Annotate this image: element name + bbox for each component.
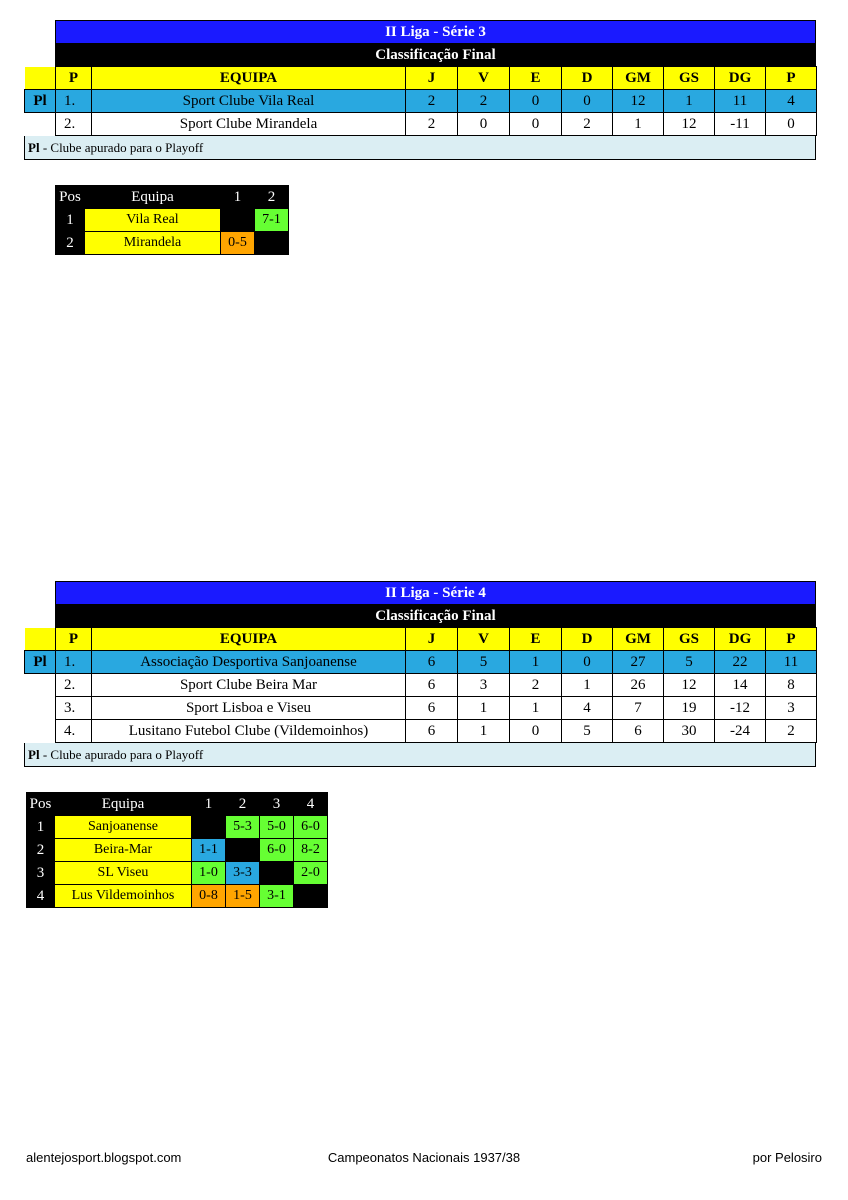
cell-team: Sport Clube Beira Mar [92, 674, 406, 697]
results-header [56, 186, 289, 209]
series3-results-grid [55, 185, 289, 255]
cell-d: 5 [562, 720, 613, 743]
results-pos: 1 [56, 209, 85, 232]
col-e: E [510, 67, 562, 90]
series3-standings [24, 20, 816, 160]
col-team: EQUIPA [92, 628, 406, 651]
results-col-pos: Pos [56, 186, 85, 209]
cell-gs: 5 [664, 651, 715, 674]
results-cell: 0-5 [221, 232, 255, 255]
col-v: V [458, 628, 510, 651]
results-pos: 3 [27, 862, 55, 885]
cell-dg: 22 [715, 651, 766, 674]
cell-points: 3 [766, 697, 817, 720]
cell-pos: 1. [56, 651, 92, 674]
results-cell: 1-5 [226, 885, 260, 908]
col-dg: DG [715, 628, 766, 651]
cell-gm: 27 [613, 651, 664, 674]
legend-text: - Clube apurado para o Playoff [39, 747, 204, 762]
col-pos: P [56, 67, 92, 90]
cell-points: 0 [766, 113, 817, 136]
series4-title: II Liga - Série 4 [55, 581, 816, 604]
cell-d: 1 [562, 674, 613, 697]
col-gs: GS [664, 67, 715, 90]
cell-dg: -11 [715, 113, 766, 136]
cell-pos: 2. [56, 674, 92, 697]
cell-pos: 1. [56, 90, 92, 113]
series4-results-grid [26, 792, 328, 908]
cell-team: Lusitano Futebol Clube (Vildemoinhos) [92, 720, 406, 743]
cell-e: 0 [510, 113, 562, 136]
cell-team: Sport Lisboa e Viseu [92, 697, 406, 720]
series4-table [24, 627, 817, 743]
table-header [25, 628, 817, 651]
results-cell: 6-0 [294, 816, 328, 839]
table-row [25, 720, 817, 743]
results-cell: 3-1 [260, 885, 294, 908]
results-team: Beira-Mar [55, 839, 192, 862]
results-pos: 1 [27, 816, 55, 839]
cell-e: 1 [510, 651, 562, 674]
cell-v: 5 [458, 651, 510, 674]
results-col-3: 3 [260, 793, 294, 816]
results-pos: 2 [56, 232, 85, 255]
results-team: Lus Vildemoinhos [55, 885, 192, 908]
results-pos: 2 [27, 839, 55, 862]
cell-j: 6 [406, 697, 458, 720]
cell-v: 3 [458, 674, 510, 697]
cell-v: 1 [458, 720, 510, 743]
cell-gs: 19 [664, 697, 715, 720]
cell-j: 2 [406, 113, 458, 136]
results-row [56, 232, 289, 255]
results-header [27, 793, 328, 816]
results-cell-self [221, 209, 255, 232]
col-j: J [406, 628, 458, 651]
col-team: EQUIPA [92, 67, 406, 90]
cell-team: Sport Clube Mirandela [92, 113, 406, 136]
cell-team: Sport Clube Vila Real [92, 90, 406, 113]
results-col-4: 4 [294, 793, 328, 816]
cell-v: 2 [458, 90, 510, 113]
results-cell: 2-0 [294, 862, 328, 885]
legend-abbr: Pl [28, 140, 40, 155]
col-d: D [562, 628, 613, 651]
results-cell-self [260, 862, 294, 885]
cell-e: 1 [510, 697, 562, 720]
cell-points: 2 [766, 720, 817, 743]
cell-gs: 30 [664, 720, 715, 743]
cell-team: Associação Desportiva Sanjoanense [92, 651, 406, 674]
cell-dg: -24 [715, 720, 766, 743]
cell-dg: -12 [715, 697, 766, 720]
cell-dg: 14 [715, 674, 766, 697]
cell-gs: 1 [664, 90, 715, 113]
cell-points: 4 [766, 90, 817, 113]
cell-gm: 6 [613, 720, 664, 743]
results-team: Vila Real [85, 209, 221, 232]
cell-points: 8 [766, 674, 817, 697]
cell-j: 6 [406, 720, 458, 743]
results-col-1: 1 [192, 793, 226, 816]
results-col-team: Equipa [55, 793, 192, 816]
results-cell-self [226, 839, 260, 862]
cell-gm: 12 [613, 90, 664, 113]
results-col-2: 2 [255, 186, 289, 209]
series3-table [24, 66, 817, 136]
footer-author: por Pelosiro [752, 1150, 822, 1165]
cell-gm: 26 [613, 674, 664, 697]
cell-gs: 12 [664, 113, 715, 136]
cell-e: 2 [510, 674, 562, 697]
table-row [25, 113, 817, 136]
playoff-legend [24, 136, 816, 160]
table-row [25, 90, 817, 113]
col-gm: GM [613, 628, 664, 651]
table-row [25, 697, 817, 720]
results-team: Mirandela [85, 232, 221, 255]
col-v: V [458, 67, 510, 90]
results-row [27, 885, 328, 908]
col-points: P [766, 628, 817, 651]
results-pos: 4 [27, 885, 55, 908]
results-cell-self [294, 885, 328, 908]
cell-d: 2 [562, 113, 613, 136]
results-cell: 1-0 [192, 862, 226, 885]
results-col-team: Equipa [85, 186, 221, 209]
results-col-pos: Pos [27, 793, 55, 816]
footer-site: alentejosport.blogspot.com [26, 1150, 182, 1165]
cell-gm: 7 [613, 697, 664, 720]
col-gs: GS [664, 628, 715, 651]
results-col-2: 2 [226, 793, 260, 816]
cell-v: 0 [458, 113, 510, 136]
results-cell: 6-0 [260, 839, 294, 862]
col-d: D [562, 67, 613, 90]
results-row [27, 839, 328, 862]
results-cell: 7-1 [255, 209, 289, 232]
results-cell: 1-1 [192, 839, 226, 862]
playoff-badge: Pl [25, 651, 56, 674]
results-row [27, 862, 328, 885]
results-cell: 8-2 [294, 839, 328, 862]
results-cell: 0-8 [192, 885, 226, 908]
cell-dg: 11 [715, 90, 766, 113]
col-points: P [766, 67, 817, 90]
results-team: Sanjoanense [55, 816, 192, 839]
cell-gs: 12 [664, 674, 715, 697]
col-pos: P [56, 628, 92, 651]
cell-pos: 3. [56, 697, 92, 720]
col-j: J [406, 67, 458, 90]
series4-standings [24, 581, 816, 767]
playoff-badge: Pl [25, 90, 56, 113]
cell-pos: 2. [56, 113, 92, 136]
cell-v: 1 [458, 697, 510, 720]
cell-d: 0 [562, 90, 613, 113]
cell-j: 6 [406, 651, 458, 674]
results-col-1: 1 [221, 186, 255, 209]
legend-text: - Clube apurado para o Playoff [39, 140, 204, 155]
playoff-legend [24, 743, 816, 767]
results-row [27, 816, 328, 839]
legend-abbr: Pl [28, 747, 40, 762]
cell-j: 6 [406, 674, 458, 697]
results-row [56, 209, 289, 232]
col-e: E [510, 628, 562, 651]
results-cell: 3-3 [226, 862, 260, 885]
results-cell-self [255, 232, 289, 255]
cell-points: 11 [766, 651, 817, 674]
cell-e: 0 [510, 720, 562, 743]
series4-subtitle: Classificação Final [55, 604, 816, 627]
table-row [25, 674, 817, 697]
cell-d: 0 [562, 651, 613, 674]
cell-e: 0 [510, 90, 562, 113]
results-cell: 5-0 [260, 816, 294, 839]
table-row [25, 651, 817, 674]
cell-gm: 1 [613, 113, 664, 136]
col-gm: GM [613, 67, 664, 90]
col-dg: DG [715, 67, 766, 90]
cell-d: 4 [562, 697, 613, 720]
results-team: SL Viseu [55, 862, 192, 885]
series3-subtitle: Classificação Final [55, 43, 816, 66]
table-header [25, 67, 817, 90]
series3-title: II Liga - Série 3 [55, 20, 816, 43]
results-cell-self [192, 816, 226, 839]
cell-pos: 4. [56, 720, 92, 743]
footer-title: Campeonatos Nacionais 1937/38 [327, 1150, 521, 1165]
results-cell: 5-3 [226, 816, 260, 839]
cell-j: 2 [406, 90, 458, 113]
